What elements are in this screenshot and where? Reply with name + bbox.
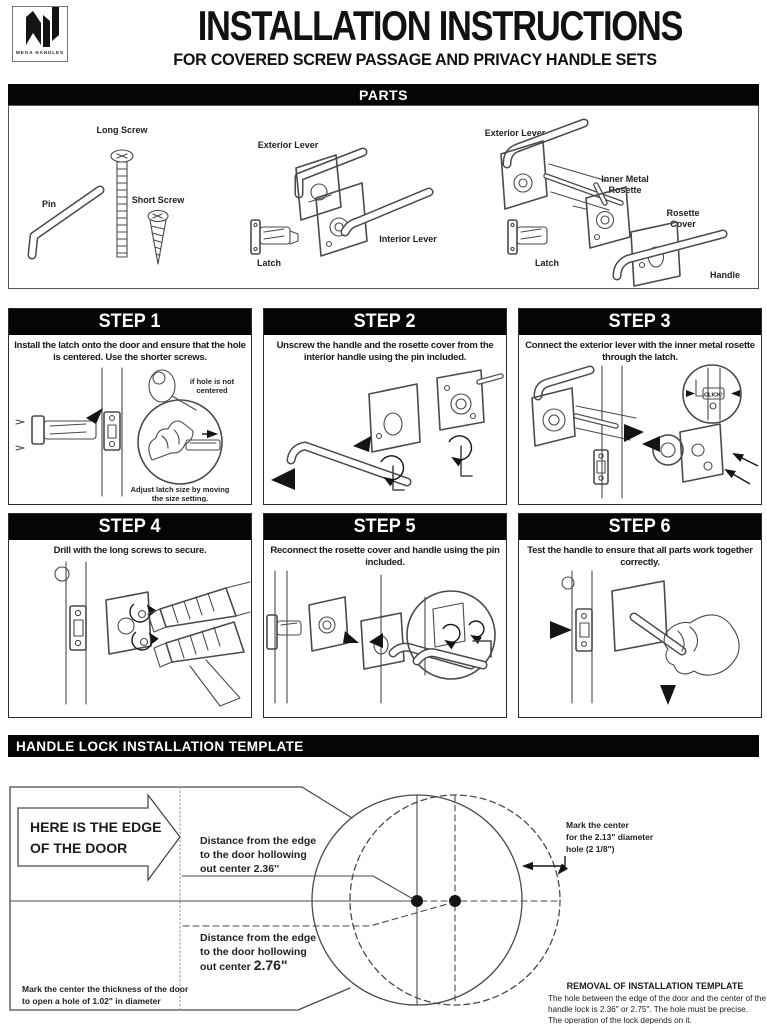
installation-template-diagram xyxy=(0,758,767,1024)
arrow-icon xyxy=(271,468,295,490)
interior-lever-drawing xyxy=(316,183,437,256)
arrow-icon xyxy=(343,631,359,643)
parts-box xyxy=(8,105,759,289)
interior-rosette xyxy=(437,370,501,430)
svg-text:hole (2 1/8"): hole (2 1/8") xyxy=(566,844,615,854)
step-4-box xyxy=(8,513,252,718)
template-bar-label: HANDLE LOCK INSTALLATION TEMPLATE xyxy=(16,738,304,754)
arrow-icon xyxy=(550,621,572,639)
arrow-icon xyxy=(369,633,383,648)
page-subtitle: FOR COVERED SCREW PASSAGE AND PRIVACY HANDLE SETS xyxy=(173,50,657,69)
latch-plate xyxy=(594,450,608,484)
offcenter-hole xyxy=(149,370,196,410)
door-edge-arrow xyxy=(18,795,180,880)
rosette-cover xyxy=(353,384,420,452)
svg-text:Interior Lever: Interior Lever xyxy=(379,234,437,244)
step-6-box xyxy=(518,513,762,718)
step-6-instruction: Test the handle to ensure that all parts work together correctly. xyxy=(527,545,753,568)
mark-thickness-annotation xyxy=(22,984,189,1006)
distance-236-annotation xyxy=(182,835,413,899)
rosette-and-hand xyxy=(612,581,739,705)
arrow-icon xyxy=(353,436,371,452)
step-5-title: STEP 5 xyxy=(354,516,416,537)
svg-text:Pin: Pin xyxy=(42,199,57,209)
center-dot-2 xyxy=(449,895,461,907)
mark-center-annotation xyxy=(524,820,654,873)
step-5-instruction: Reconnect the rosette cover and handle using the pin included. xyxy=(270,545,500,568)
svg-text:Long Screw: Long Screw xyxy=(96,125,148,135)
step-2-title: STEP 2 xyxy=(354,311,416,332)
svg-text:Exterior Lever: Exterior Lever xyxy=(484,128,546,138)
step-3-instruction: Connect the exterior lever with the inner metal rosette through the latch. xyxy=(525,340,755,363)
rosette xyxy=(106,592,152,654)
step-3-illustration xyxy=(520,364,761,502)
svg-text:The hole between the edge of t: The hole between the edge of the door and the center of the xyxy=(548,994,767,1003)
inner-rosette xyxy=(309,597,359,651)
step-4-instruction: Drill with the long screws to secure. xyxy=(53,545,207,556)
mh-monogram-icon xyxy=(20,7,60,49)
parts-bar-label: PARTS xyxy=(359,86,408,103)
brand-logo xyxy=(12,6,68,62)
center-dot-1 xyxy=(411,895,423,907)
click-inset xyxy=(683,365,741,423)
brand-name: MEGA HANDLES xyxy=(16,50,64,55)
svg-text:to open a hole of 1.02" in dia: to open a hole of 1.02" in diameter xyxy=(22,996,161,1006)
svg-text:Mark the center the thickness: Mark the center the thickness of the door xyxy=(22,984,189,994)
step-5-box xyxy=(263,513,507,718)
inner-metal-rosette-drawing xyxy=(573,174,649,248)
latch-plate xyxy=(550,609,592,651)
svg-text:Exterior Lever: Exterior Lever xyxy=(257,140,319,150)
svg-text:Rosette: Rosette xyxy=(608,185,642,195)
svg-text:handle lock is 2.36" or 2.75".: handle lock is 2.36" or 2.75". The hole must be precise. xyxy=(548,1005,749,1014)
arrow-icon xyxy=(642,436,660,452)
removal-note xyxy=(548,981,766,1024)
svg-text:Handle: Handle xyxy=(709,270,741,280)
step-1-illustration xyxy=(10,364,251,502)
step-2-box xyxy=(263,308,507,505)
arrow-icon xyxy=(660,685,676,705)
svg-text:Short Screw: Short Screw xyxy=(131,195,185,205)
drills xyxy=(148,582,250,706)
header xyxy=(150,2,683,70)
svg-text:for the 2.13" diameter: for the 2.13" diameter xyxy=(566,832,654,842)
door-edge xyxy=(602,366,622,498)
step-4-illustration xyxy=(10,558,251,708)
latch xyxy=(267,615,301,649)
step-2-illustration xyxy=(265,364,506,502)
click-label: CLICK! xyxy=(703,392,723,399)
latch-plate xyxy=(70,606,86,650)
step-3-box xyxy=(518,308,762,505)
svg-text:Inner Metal: Inner Metal xyxy=(601,174,649,184)
parts-illustration xyxy=(9,106,757,287)
distance-276-annotation xyxy=(183,903,451,973)
exterior-lever xyxy=(532,370,644,446)
short-screw-drawing xyxy=(132,195,186,264)
arrow-icon xyxy=(86,408,103,424)
pin-inset xyxy=(407,591,495,679)
svg-text:out center 2.36'': out center 2.36'' xyxy=(200,863,280,875)
step-1-box xyxy=(8,308,252,505)
page-title: INSTALLATION INSTRUCTIONS xyxy=(197,2,683,49)
handle-lever xyxy=(271,446,407,490)
step-4-title-bar xyxy=(9,514,251,540)
svg-text:OF THE DOOR: OF THE DOOR xyxy=(30,840,128,856)
step-3-title: STEP 3 xyxy=(609,311,671,332)
step-6-title-bar xyxy=(519,514,761,540)
door-edge xyxy=(275,571,381,703)
step-1-note: if hole is not xyxy=(189,377,234,386)
pin-drawing xyxy=(32,190,100,255)
latch-b-drawing xyxy=(508,220,559,268)
exterior-lever-a-drawing xyxy=(258,140,363,220)
step-1-title-bar xyxy=(9,309,251,335)
svg-text:the size setting.: the size setting. xyxy=(151,494,208,502)
svg-text:Rosette: Rosette xyxy=(666,208,700,218)
step-1-caption: Adjust latch size by moving xyxy=(130,485,229,494)
step-1-title: STEP 1 xyxy=(99,311,161,332)
svg-text:out center 2.76": out center 2.76" xyxy=(200,957,288,973)
arrow-icon xyxy=(731,390,740,397)
svg-text:Latch: Latch xyxy=(256,258,282,268)
inner-rosette xyxy=(642,424,758,484)
svg-text:to the door hollowing: to the door hollowing xyxy=(200,849,307,861)
step-4-title: STEP 4 xyxy=(99,516,161,537)
svg-text:Latch: Latch xyxy=(534,258,560,268)
parts-section-bar xyxy=(8,84,759,105)
step-6-title: STEP 6 xyxy=(609,516,671,537)
svg-text:Cover: Cover xyxy=(670,219,696,229)
svg-text:centered: centered xyxy=(195,386,228,395)
step-5-title-bar xyxy=(264,514,506,540)
latch-assembly xyxy=(16,408,120,450)
template-section-bar xyxy=(8,735,759,757)
svg-text:The operation of the lock depe: The operation of the lock depends on it. xyxy=(548,1016,692,1024)
adjust-inset xyxy=(138,400,222,484)
svg-text:REMOVAL OF INSTALLATION TEMPLA: REMOVAL OF INSTALLATION TEMPLATE xyxy=(566,981,744,991)
latch-a-drawing xyxy=(251,220,298,268)
arrow-icon xyxy=(686,390,695,397)
step-2-title-bar xyxy=(264,309,506,335)
door-edge xyxy=(102,368,122,496)
step-1-instruction: Install the latch onto the door and ensure that the hole is centered. Use the shorter screws. xyxy=(14,340,246,363)
svg-text:to the door hollowing: to the door hollowing xyxy=(200,946,307,958)
svg-text:Mark the center: Mark the center xyxy=(566,820,629,830)
step-5-illustration xyxy=(265,569,506,709)
step-3-title-bar xyxy=(519,309,761,335)
svg-text:Distance from the edge: Distance from the edge xyxy=(200,932,317,944)
step-2-instruction: Unscrew the handle and the rosette cover from the interior handle using the pin included. xyxy=(276,340,494,363)
edge-arrow-label: HERE IS THE EDGE xyxy=(30,819,162,835)
svg-text:Distance from the edge: Distance from the edge xyxy=(200,835,317,847)
arrow-icon xyxy=(624,424,644,442)
step-6-illustration xyxy=(520,569,761,709)
